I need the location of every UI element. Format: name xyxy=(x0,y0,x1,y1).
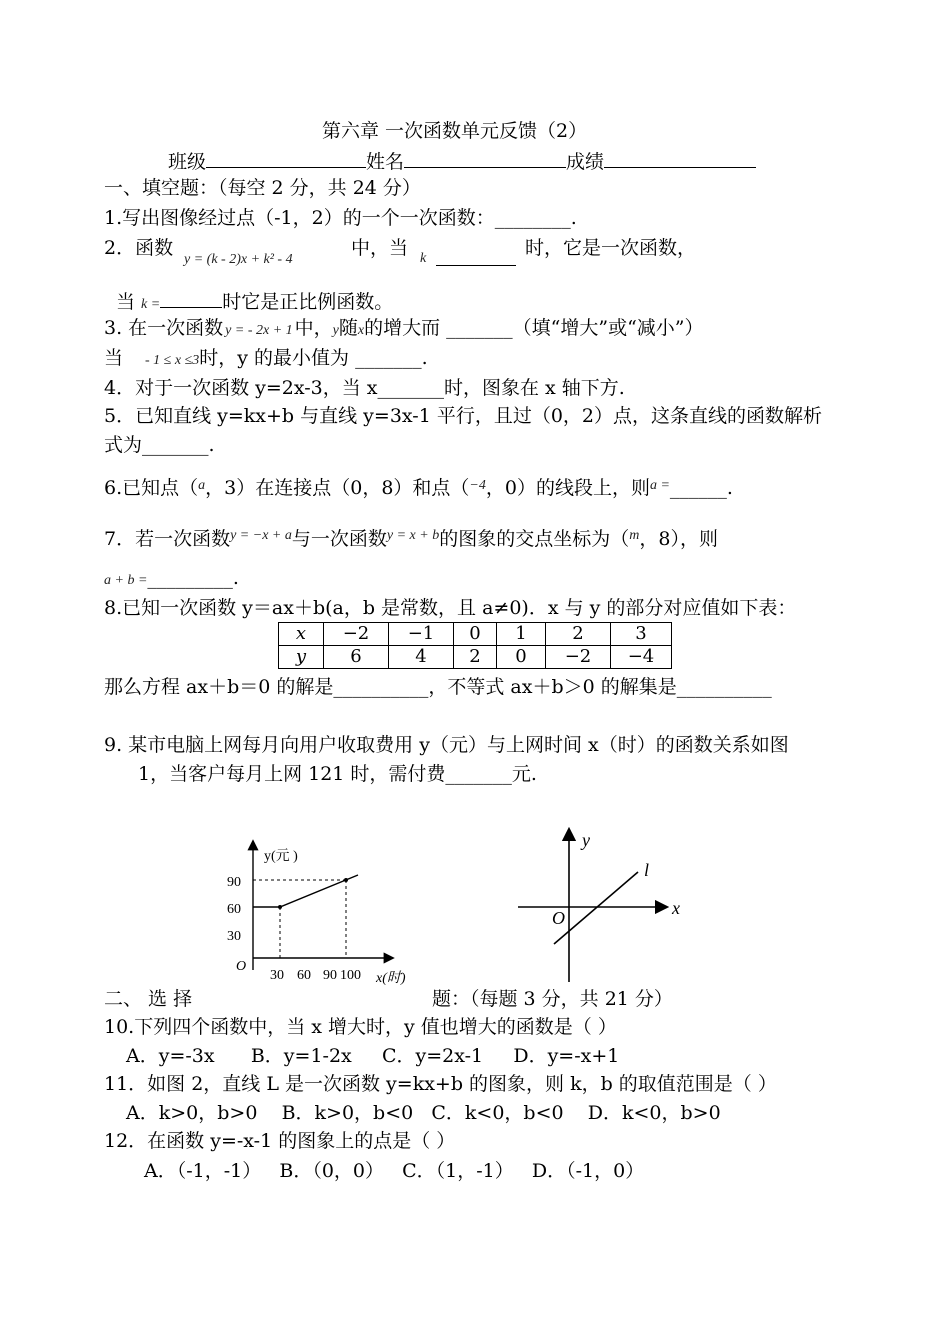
question-10: 10.下列四个函数中，当 x 增大时，y 值也增大的函数是（ ） xyxy=(104,1016,617,1038)
section-fill-in-heading: 一、填空题：（每空 2 分，共 24 分） xyxy=(104,177,421,199)
table-row-x xyxy=(279,623,672,646)
q6-text-d: ______. xyxy=(669,477,733,499)
q3-range: - 1 ≤ x ≤3 xyxy=(145,353,200,368)
page-title: 第六章 一次函数单元反馈（2） xyxy=(322,120,588,142)
q2-text-d: 当 xyxy=(116,291,136,313)
q3-text-b: 中， xyxy=(294,317,333,339)
question-9-line2: 1，当客户每月上网 121 时，需付费_______元. xyxy=(138,763,537,785)
question-8: 8.已知一次函数 y＝ax＋b(a，b 是常数，且 a≠0)．x 与 y 的部分对应值如下表： xyxy=(104,597,797,619)
origin-label: O xyxy=(236,959,247,974)
x-tick-label: 100 xyxy=(340,968,361,983)
q6-text-b: ，3）在连接点（0，8）和点（ xyxy=(205,477,470,499)
q2-k-eq: k = xyxy=(141,297,161,312)
x-tick-label: 90 xyxy=(323,968,337,983)
question-7-line2 xyxy=(104,568,239,590)
q2-blank-2[interactable] xyxy=(160,290,222,308)
y-tick-label: 60 xyxy=(227,902,241,917)
table-cell: −1 xyxy=(389,623,454,646)
section-choice-heading-a: 二、 选 择 xyxy=(104,988,193,1010)
table-cell: 0 xyxy=(497,646,546,669)
question-9-line1: 9. 某市电脑上网每月向用户收取费用 y（元）与上网时间 x（时）的函数关系如图 xyxy=(104,734,789,756)
table-cell: −4 xyxy=(611,646,672,669)
question-10-options: A．y=-3x B．y=1-2x C．y=2x-1 D．y=-x+1 xyxy=(126,1045,620,1067)
q7-text-a: 7．若一次函数 xyxy=(104,528,231,550)
table-header-x: x xyxy=(279,623,324,646)
question-3-line1 xyxy=(104,318,704,340)
q3-text-c: 随 xyxy=(338,317,358,339)
q6-text-c: ，0）的线段上，则 xyxy=(485,477,650,499)
table-cell: −2 xyxy=(324,623,389,646)
line-label: l xyxy=(644,860,650,880)
score-label: 成绩 xyxy=(566,151,605,173)
table-cell: 2 xyxy=(546,623,611,646)
question-7-line1 xyxy=(104,528,718,551)
question-12: 12．在函数 y=-x-1 的图象上的点是（ ） xyxy=(104,1130,456,1152)
q3-x: x xyxy=(357,323,365,338)
x-tick-label: 30 xyxy=(270,968,284,983)
q6-neg4: −4 xyxy=(469,478,486,493)
question-3-line2 xyxy=(104,348,428,370)
y-label: y xyxy=(582,830,590,850)
question-4: 4．对于一次函数 y=2x-3，当 x_______时，图象在 x 轴下方. xyxy=(104,377,625,399)
q7-m: m xyxy=(629,528,640,543)
table-cell: 1 xyxy=(497,623,546,646)
y-tick-label: 30 xyxy=(227,929,241,944)
class-label: 班级 xyxy=(168,151,207,173)
line-l xyxy=(554,872,638,944)
fee-line xyxy=(253,875,358,907)
section-choice-heading-b: 题：（每题 3 分，共 21 分） xyxy=(432,988,673,1010)
x-tick-label: 60 xyxy=(297,968,311,983)
x-axis-label: x(时) xyxy=(376,971,406,986)
q3-text-f: 时，y 的最小值为 _______. xyxy=(199,347,428,369)
y-tick-label: 90 xyxy=(227,875,241,890)
table-cell: −2 xyxy=(546,646,611,669)
question-6 xyxy=(104,478,733,500)
q7-text-c: 的图象的交点坐标为（ xyxy=(439,528,630,550)
q7-text-b: 与一次函数 xyxy=(291,528,387,550)
question-12-options: A．（-1，-1） B．（0，0） C．（1，-1） D．（-1，0） xyxy=(144,1160,645,1182)
q3-text-a: 3. 在一次函数 xyxy=(104,317,224,339)
table-cell: 2 xyxy=(454,646,497,669)
question-5-line2: 式为_______. xyxy=(104,434,215,456)
table-header-y: y xyxy=(279,646,324,669)
question-5-line1: 5．已知直线 y=kx+b 与直线 y=3x-1 平行，且过（0，2）点，这条直线的函数解析 xyxy=(104,405,823,427)
table-cell: 0 xyxy=(454,623,497,646)
q7-sum: a + b = xyxy=(104,573,148,588)
question-8-followup: 那么方程 ax＋b＝0 的解是__________，不等式 ax＋b＞0 的解集是__________ xyxy=(104,676,772,698)
question-2-line1 xyxy=(104,238,173,260)
q7-text-e: _________. xyxy=(147,567,239,589)
q7-formula-2: y = x + b xyxy=(386,528,440,543)
question-11: 11．如图 2，直线 L 是一次函数 y=kx+b 的图象，则 k，b 的取值范围是（ ） xyxy=(104,1073,777,1095)
q2-k: k xyxy=(420,251,427,266)
q3-text-e: 当 xyxy=(104,347,124,369)
class-field[interactable] xyxy=(206,150,366,168)
point-marker xyxy=(344,878,348,882)
q6-a: a xyxy=(198,478,206,493)
q2-formula: y = (k - 2)x + k² - 4 xyxy=(184,252,293,267)
q7-formula-1: y = −x + a xyxy=(230,528,292,543)
q3-formula: y = - 2x + 1 xyxy=(225,323,293,338)
q7-text-d: ，8），则 xyxy=(639,528,718,550)
name-label: 姓名 xyxy=(366,151,405,173)
question-2-line2 xyxy=(116,290,393,314)
q6-text-a: 6.已知点（ xyxy=(104,477,199,499)
question-11-options: A．k>0，b>0 B．k>0，b<0 C．k<0，b<0 D．k<0，b>0 xyxy=(126,1102,721,1124)
question-1: 1.写出图像经过点（-1，2）的一个一次函数：________. xyxy=(104,207,577,229)
figure-2-line-graph xyxy=(510,822,700,987)
q3-text-d: 的增大而 _______（填“增大”或“减小”） xyxy=(364,317,704,339)
q6-a-eq: a = xyxy=(649,478,670,493)
x-label: x xyxy=(672,898,680,918)
student-info-header xyxy=(168,150,756,174)
name-field[interactable] xyxy=(404,150,566,168)
table-cell: 4 xyxy=(389,646,454,669)
origin-label: O xyxy=(552,908,565,928)
table-cell: 3 xyxy=(611,623,672,646)
score-field[interactable] xyxy=(604,150,756,168)
q2-blank-1[interactable] xyxy=(436,248,516,266)
table-cell: 6 xyxy=(324,646,389,669)
q3-y: y xyxy=(332,323,339,338)
q2-text-a: 2．函数 xyxy=(104,237,174,259)
q2-text-c: 时，它是一次函数， xyxy=(525,237,697,259)
figure-1-fee-graph xyxy=(222,832,422,992)
table-row-y xyxy=(279,646,672,669)
value-table xyxy=(278,622,672,669)
point-marker xyxy=(278,905,282,909)
y-axis-label: y(元 ) xyxy=(264,849,298,864)
q2-text-b: 中，当 xyxy=(351,237,409,259)
q2-text-e: 时它是正比例函数。 xyxy=(222,291,394,313)
